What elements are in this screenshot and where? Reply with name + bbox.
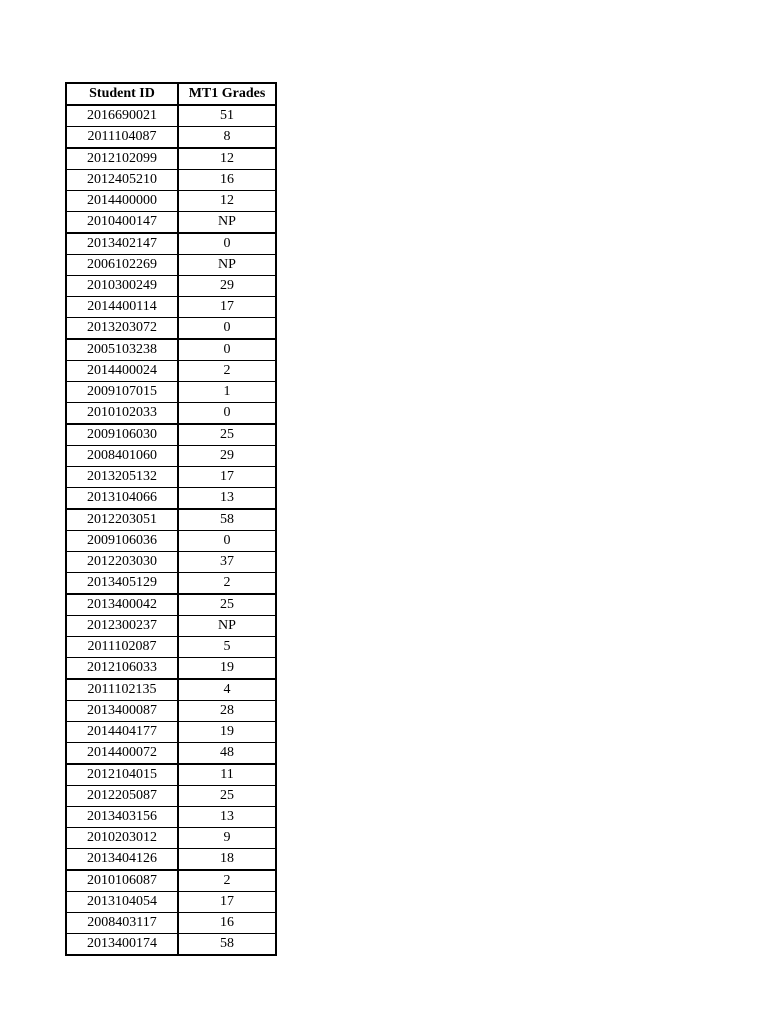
- student-id-cell: 2008401060: [66, 446, 178, 467]
- grade-cell: 0: [178, 318, 276, 340]
- student-id-cell: 2012106033: [66, 658, 178, 680]
- student-id-cell: 2013400174: [66, 934, 178, 956]
- table-row: [66, 637, 276, 658]
- table-row: [66, 573, 276, 595]
- grade-cell: NP: [178, 212, 276, 234]
- student-id-cell: 2013104054: [66, 892, 178, 913]
- grade-cell: 37: [178, 552, 276, 573]
- table-row: [66, 148, 276, 170]
- table-row: [66, 105, 276, 127]
- table-row: [66, 191, 276, 212]
- student-id-cell: 2016690021: [66, 105, 178, 127]
- table-row: [66, 807, 276, 828]
- student-id-cell: 2009107015: [66, 382, 178, 403]
- table-row: [66, 339, 276, 361]
- grade-cell: 0: [178, 531, 276, 552]
- table-row: [66, 658, 276, 680]
- grade-cell: 4: [178, 679, 276, 701]
- grade-cell: 51: [178, 105, 276, 127]
- grade-cell: 2: [178, 870, 276, 892]
- student-id-cell: 2013403156: [66, 807, 178, 828]
- grade-cell: 9: [178, 828, 276, 849]
- student-id-cell: 2014400024: [66, 361, 178, 382]
- table-row: [66, 170, 276, 191]
- table-row: [66, 870, 276, 892]
- table-row: [66, 934, 276, 956]
- grade-cell: 16: [178, 913, 276, 934]
- grade-cell: 19: [178, 722, 276, 743]
- grade-cell: 12: [178, 148, 276, 170]
- table-row: [66, 403, 276, 425]
- student-id-cell: 2012405210: [66, 170, 178, 191]
- student-id-cell: 2014400114: [66, 297, 178, 318]
- grade-cell: 19: [178, 658, 276, 680]
- student-id-cell: 2009106036: [66, 531, 178, 552]
- table-row: [66, 127, 276, 149]
- table-row: [66, 276, 276, 297]
- student-id-cell: 2012205087: [66, 786, 178, 807]
- grade-cell: 18: [178, 849, 276, 871]
- grade-cell: 17: [178, 892, 276, 913]
- grade-cell: 2: [178, 573, 276, 595]
- table-row: [66, 446, 276, 467]
- grade-cell: 13: [178, 488, 276, 510]
- student-id-cell: 2010102033: [66, 403, 178, 425]
- table-row: [66, 849, 276, 871]
- student-id-cell: 2012203051: [66, 509, 178, 531]
- student-id-cell: 2012104015: [66, 764, 178, 786]
- grade-cell: 0: [178, 339, 276, 361]
- grade-cell: NP: [178, 616, 276, 637]
- student-id-cell: 2011104087: [66, 127, 178, 149]
- student-id-cell: 2010203012: [66, 828, 178, 849]
- grade-cell: 16: [178, 170, 276, 191]
- student-id-cell: 2013400087: [66, 701, 178, 722]
- table-row: [66, 467, 276, 488]
- grade-cell: 1: [178, 382, 276, 403]
- grade-cell: 2: [178, 361, 276, 382]
- table-row: [66, 233, 276, 255]
- student-id-cell: 2012102099: [66, 148, 178, 170]
- grade-cell: 12: [178, 191, 276, 212]
- student-id-cell: 2011102135: [66, 679, 178, 701]
- grade-cell: 58: [178, 934, 276, 956]
- grade-cell: 25: [178, 786, 276, 807]
- grade-cell: 25: [178, 424, 276, 446]
- table-row: [66, 552, 276, 573]
- student-id-cell: 2012203030: [66, 552, 178, 573]
- grade-cell: 5: [178, 637, 276, 658]
- table-row: [66, 786, 276, 807]
- table-row: [66, 616, 276, 637]
- student-id-cell: 2013205132: [66, 467, 178, 488]
- student-id-cell: 2010400147: [66, 212, 178, 234]
- student-id-cell: 2006102269: [66, 255, 178, 276]
- table-row: [66, 743, 276, 765]
- table-row: [66, 424, 276, 446]
- grade-cell: 17: [178, 467, 276, 488]
- grade-cell: 28: [178, 701, 276, 722]
- student-id-cell: 2014400072: [66, 743, 178, 765]
- table-row: [66, 255, 276, 276]
- table-row: [66, 318, 276, 340]
- table-row: [66, 679, 276, 701]
- table-row: [66, 913, 276, 934]
- student-id-cell: 2014404177: [66, 722, 178, 743]
- table-row: [66, 722, 276, 743]
- grade-cell: 48: [178, 743, 276, 765]
- student-id-cell: 2013104066: [66, 488, 178, 510]
- student-id-cell: 2009106030: [66, 424, 178, 446]
- student-id-cell: 2010300249: [66, 276, 178, 297]
- student-id-cell: 2011102087: [66, 637, 178, 658]
- table-row: [66, 531, 276, 552]
- student-id-cell: 2013405129: [66, 573, 178, 595]
- grade-header: MT1 Grades: [178, 83, 276, 105]
- table-row: [66, 701, 276, 722]
- grade-cell: 11: [178, 764, 276, 786]
- grade-cell: 58: [178, 509, 276, 531]
- grade-cell: 8: [178, 127, 276, 149]
- student-id-cell: 2012300237: [66, 616, 178, 637]
- table-row: [66, 361, 276, 382]
- student-id-cell: 2013400042: [66, 594, 178, 616]
- grades-table: [65, 82, 277, 956]
- table-row: [66, 509, 276, 531]
- table-row: [66, 594, 276, 616]
- grade-cell: 0: [178, 403, 276, 425]
- table-header: [66, 83, 276, 105]
- table-row: [66, 764, 276, 786]
- table-row: [66, 297, 276, 318]
- student-id-cell: 2013402147: [66, 233, 178, 255]
- table-row: [66, 382, 276, 403]
- student-id-cell: 2014400000: [66, 191, 178, 212]
- student-id-cell: 2013404126: [66, 849, 178, 871]
- table-row: [66, 488, 276, 510]
- grade-cell: 17: [178, 297, 276, 318]
- header-row: [66, 83, 276, 105]
- grade-cell: 25: [178, 594, 276, 616]
- table-body: [66, 105, 276, 955]
- student-id-cell: 2010106087: [66, 870, 178, 892]
- student-id-cell: 2013203072: [66, 318, 178, 340]
- grade-cell: 13: [178, 807, 276, 828]
- table-row: [66, 828, 276, 849]
- student-id-cell: 2008403117: [66, 913, 178, 934]
- student-id-header: Student ID: [66, 83, 178, 105]
- grade-cell: 29: [178, 276, 276, 297]
- grade-cell: 0: [178, 233, 276, 255]
- student-id-cell: 2005103238: [66, 339, 178, 361]
- table-row: [66, 892, 276, 913]
- table-row: [66, 212, 276, 234]
- grade-cell: 29: [178, 446, 276, 467]
- grade-cell: NP: [178, 255, 276, 276]
